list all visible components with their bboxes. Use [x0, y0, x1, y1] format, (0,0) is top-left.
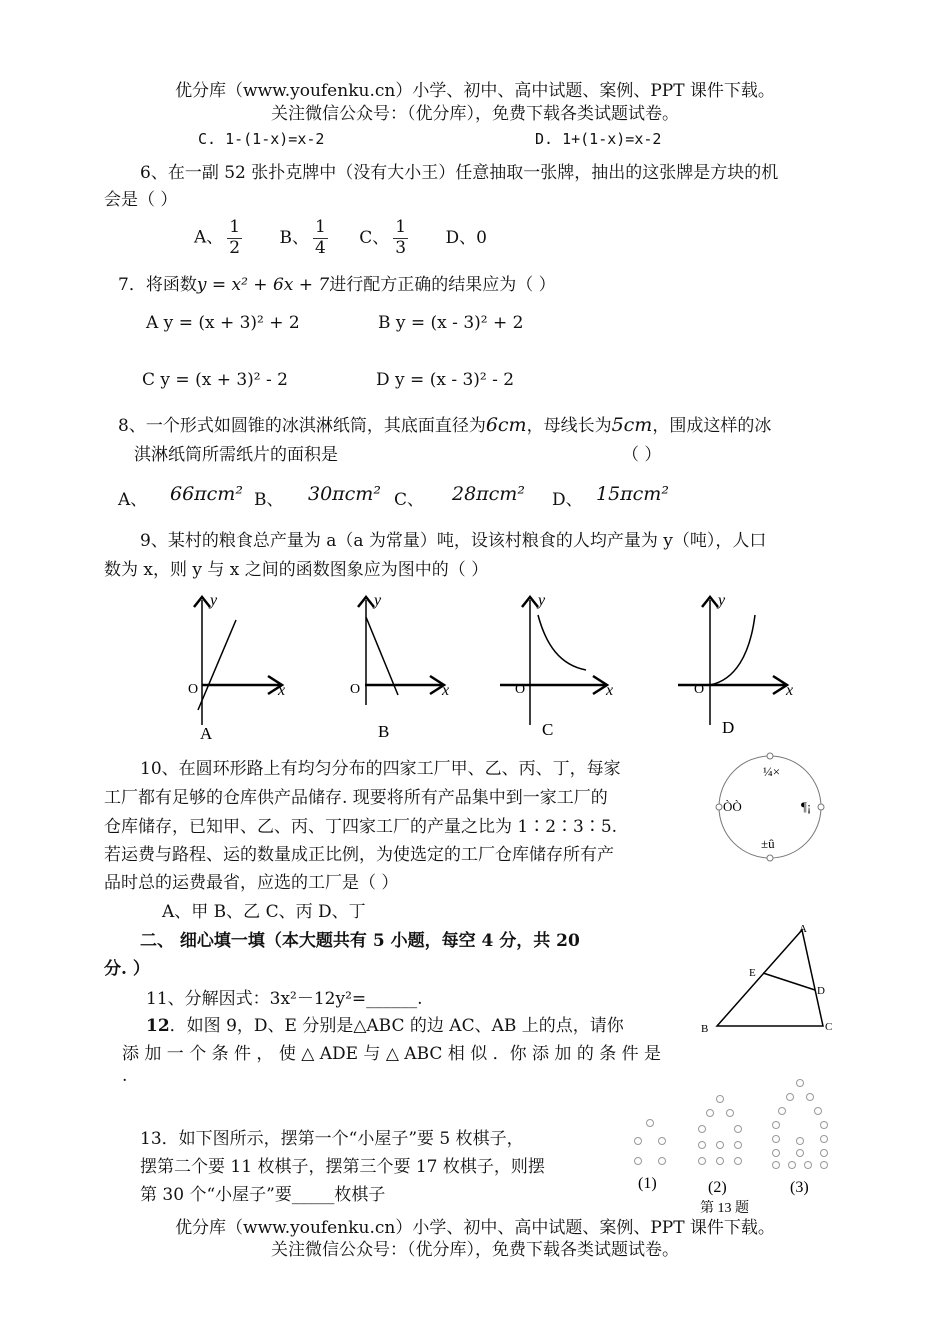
graph-a-origin: O	[188, 682, 199, 697]
q13-pattern-figure	[620, 1075, 850, 1220]
graph-c-origin: O	[515, 682, 526, 697]
q8-line-1	[118, 411, 771, 436]
graph-b-x-label: x	[442, 682, 450, 699]
q12-line-1-text: ．如图 9，D、E 分别是△ABC 的边 AC、AB 上的点，请你	[169, 1016, 624, 1036]
q9-line-1: 9、某村的粮食总产量为 a（a 为常量）吨，设该村粮食的人均产量为 y（吨），人口	[140, 531, 767, 551]
triangle-label-d: D	[817, 985, 825, 997]
q13-line-2: 摆第二个要 11 枚棋子，摆第三个要 17 枚棋子，则摆	[140, 1157, 545, 1177]
q7-function: y = x² + 6x + 7	[196, 275, 330, 295]
graph-a-label: A	[200, 724, 213, 743]
q8-option-c-label: C、	[394, 490, 425, 510]
graph-c	[500, 592, 613, 739]
q10-line-1: 10、在圆环形路上有均匀分布的四家工厂甲、乙、丙、丁，每家	[140, 759, 621, 779]
graph-d-label: D	[722, 718, 735, 737]
q6-b-denominator: 4	[315, 237, 326, 258]
q12-line-2: 添 加 一 个 条 件 ， 使 △ ADE 与 △ ABC 相 似 ．你 添 加 的 条 件 是	[122, 1044, 662, 1064]
q8-line-1-b: ，母线长为	[526, 416, 612, 436]
graph-c-x-label: x	[606, 682, 614, 699]
q7-prefix: 7．将函数	[118, 275, 197, 295]
q8-diameter: 6cm	[485, 414, 527, 436]
q11-text: 11、分解因式：3x²－12y²=______.	[146, 989, 423, 1009]
q6-line-1: 6、在一副 52 张扑克牌中（没有大小王）任意抽取一张牌，抽出的这张牌是方块的机	[140, 163, 779, 183]
q8-line-2: 淇淋纸筒所需纸片的面积是	[134, 445, 338, 465]
q10-options: A、甲 B、乙 C、丙 D、丁	[162, 902, 366, 922]
q6-option-c-label: C、	[359, 227, 390, 248]
q12-line-1	[146, 1011, 624, 1036]
q8-option-d: 15πcm²	[596, 483, 669, 505]
footer-line-2: 关注微信公众号：（优分库），免费下载各类试题试卷。	[271, 1240, 679, 1260]
q8-option-a: 66πcm²	[170, 483, 243, 505]
section-2-line-1: 二、 细心填一填（本大题共有 5 小题，每空 4 分，共 20	[140, 931, 580, 951]
graph-b-y-label: y	[374, 592, 382, 609]
q6-option-d: D、0	[445, 227, 487, 248]
q7-option-b: B y = (x - 3)² + 2	[378, 313, 524, 333]
q6-line-2: 会是（ ）	[104, 190, 178, 210]
triangle-label-e: E	[749, 967, 756, 979]
q7-suffix: 进行配方正确的结果应为（ ）	[329, 275, 556, 295]
graph-c-label: C	[542, 720, 554, 739]
graph-a-y-label: y	[210, 592, 218, 609]
q10-line-4: 若运费与路程、运的数量成正比例，为使选定的工厂仓库储存所有产	[104, 845, 614, 865]
graph-d-x-label: x	[786, 682, 794, 699]
q12-line-3: .	[122, 1066, 128, 1086]
circle-factory-right: ¶¡	[801, 799, 812, 814]
q8-line-1-c: ，围成这样的冰	[652, 416, 772, 436]
q12-number: 12	[146, 1016, 170, 1036]
q13-line-3: 第 30 个“小屋子”要_____枚棋子	[140, 1185, 386, 1205]
q8-option-a-label: A、	[118, 490, 148, 510]
pattern-label-1: (1)	[638, 1175, 657, 1192]
q6-c-denominator: 3	[395, 237, 407, 258]
q10-circle-figure	[715, 750, 830, 865]
circle-factory-top: ¼×	[763, 764, 781, 779]
q5-option-c: C. 1-(1-x)=x-2	[198, 130, 325, 148]
q7-stem	[118, 270, 556, 295]
triangle-label-b: B	[701, 1023, 709, 1035]
q6-option-c-fraction	[393, 218, 408, 258]
q10-line-2: 工厂都有足够的仓库供产品储存. 现要将所有产品集中到一家工厂的	[104, 788, 608, 808]
q10-line-3: 仓库储存，已知甲、乙、丙、丁四家工厂的产量之比为 1∶2∶3∶5.	[104, 817, 618, 837]
triangle-label-a: A	[799, 923, 807, 935]
q6-c-numerator: 1	[395, 217, 407, 237]
q8-option-b-label: B、	[254, 490, 284, 510]
graph-d	[678, 592, 793, 737]
pattern-label-3: (3)	[790, 1179, 809, 1196]
q6-option-a-label: A、	[194, 227, 224, 248]
q13-caption: 第 13 题	[700, 1201, 749, 1216]
q7-option-c: C y = (x + 3)² - 2	[142, 370, 288, 390]
graph-a-x-label: x	[278, 682, 286, 699]
q6-b-numerator: 1	[315, 217, 326, 237]
q8-answer-paren: （ ）	[622, 445, 662, 465]
q8-line-1-a: 8、一个形式如圆锥的冰淇淋纸筒，其底面直径为	[118, 416, 486, 436]
graph-b	[350, 592, 449, 741]
graph-d-origin: O	[694, 682, 705, 697]
circle-factory-bottom: ±û	[761, 836, 775, 851]
q8-slant-height: 5cm	[611, 414, 653, 436]
circle-factory-left: ÒÒ	[723, 799, 742, 814]
q7-option-d: D y = (x - 3)² - 2	[376, 370, 515, 390]
graph-c-y-label: y	[538, 592, 546, 609]
q6-option-b-label: B、	[279, 227, 310, 248]
q8-option-c: 28πcm²	[452, 483, 525, 505]
q9-graphs	[150, 585, 810, 745]
q6-a-numerator: 1	[229, 217, 241, 237]
q8-option-b: 30πcm²	[308, 483, 381, 505]
q6-a-denominator: 2	[229, 237, 241, 258]
q6-option-b-fraction	[313, 218, 328, 258]
footer-line-1: 优分库（www.youfenku.cn）小学、初中、高中试题、案例、PPT 课件下载。	[175, 1218, 775, 1238]
pattern-label-2: (2)	[708, 1179, 727, 1196]
triangle-label-c: C	[825, 1021, 833, 1033]
q5-option-d: D. 1+(1-x)=x-2	[535, 130, 662, 148]
graph-a	[188, 592, 285, 743]
header-line-2: 关注微信公众号：（优分库），免费下载各类试题试卷。	[271, 104, 679, 124]
graph-d-y-label: y	[718, 592, 726, 609]
q6-option-a-fraction	[227, 218, 242, 258]
q7-option-a: A y = (x + 3)² + 2	[146, 313, 300, 333]
graph-b-origin: O	[350, 682, 361, 697]
q8-option-d-label: D、	[552, 490, 583, 510]
q10-line-5: 品时总的运费最省，应选的工厂是（ ）	[104, 873, 399, 893]
section-2-line-2: 分. ）	[104, 959, 150, 979]
q12-triangle-figure	[695, 920, 845, 1040]
q9-line-2: 数为 x，则 y 与 x 之间的函数图象应为图中的（ ）	[104, 560, 489, 580]
q13-line-1: 13．如下图所示，摆第一个“小屋子”要 5 枚棋子，	[140, 1129, 524, 1149]
q6-options	[194, 218, 487, 258]
header-line-1: 优分库（www.youfenku.cn）小学、初中、高中试题、案例、PPT 课件下载。	[175, 81, 775, 101]
graph-b-label: B	[378, 722, 390, 741]
